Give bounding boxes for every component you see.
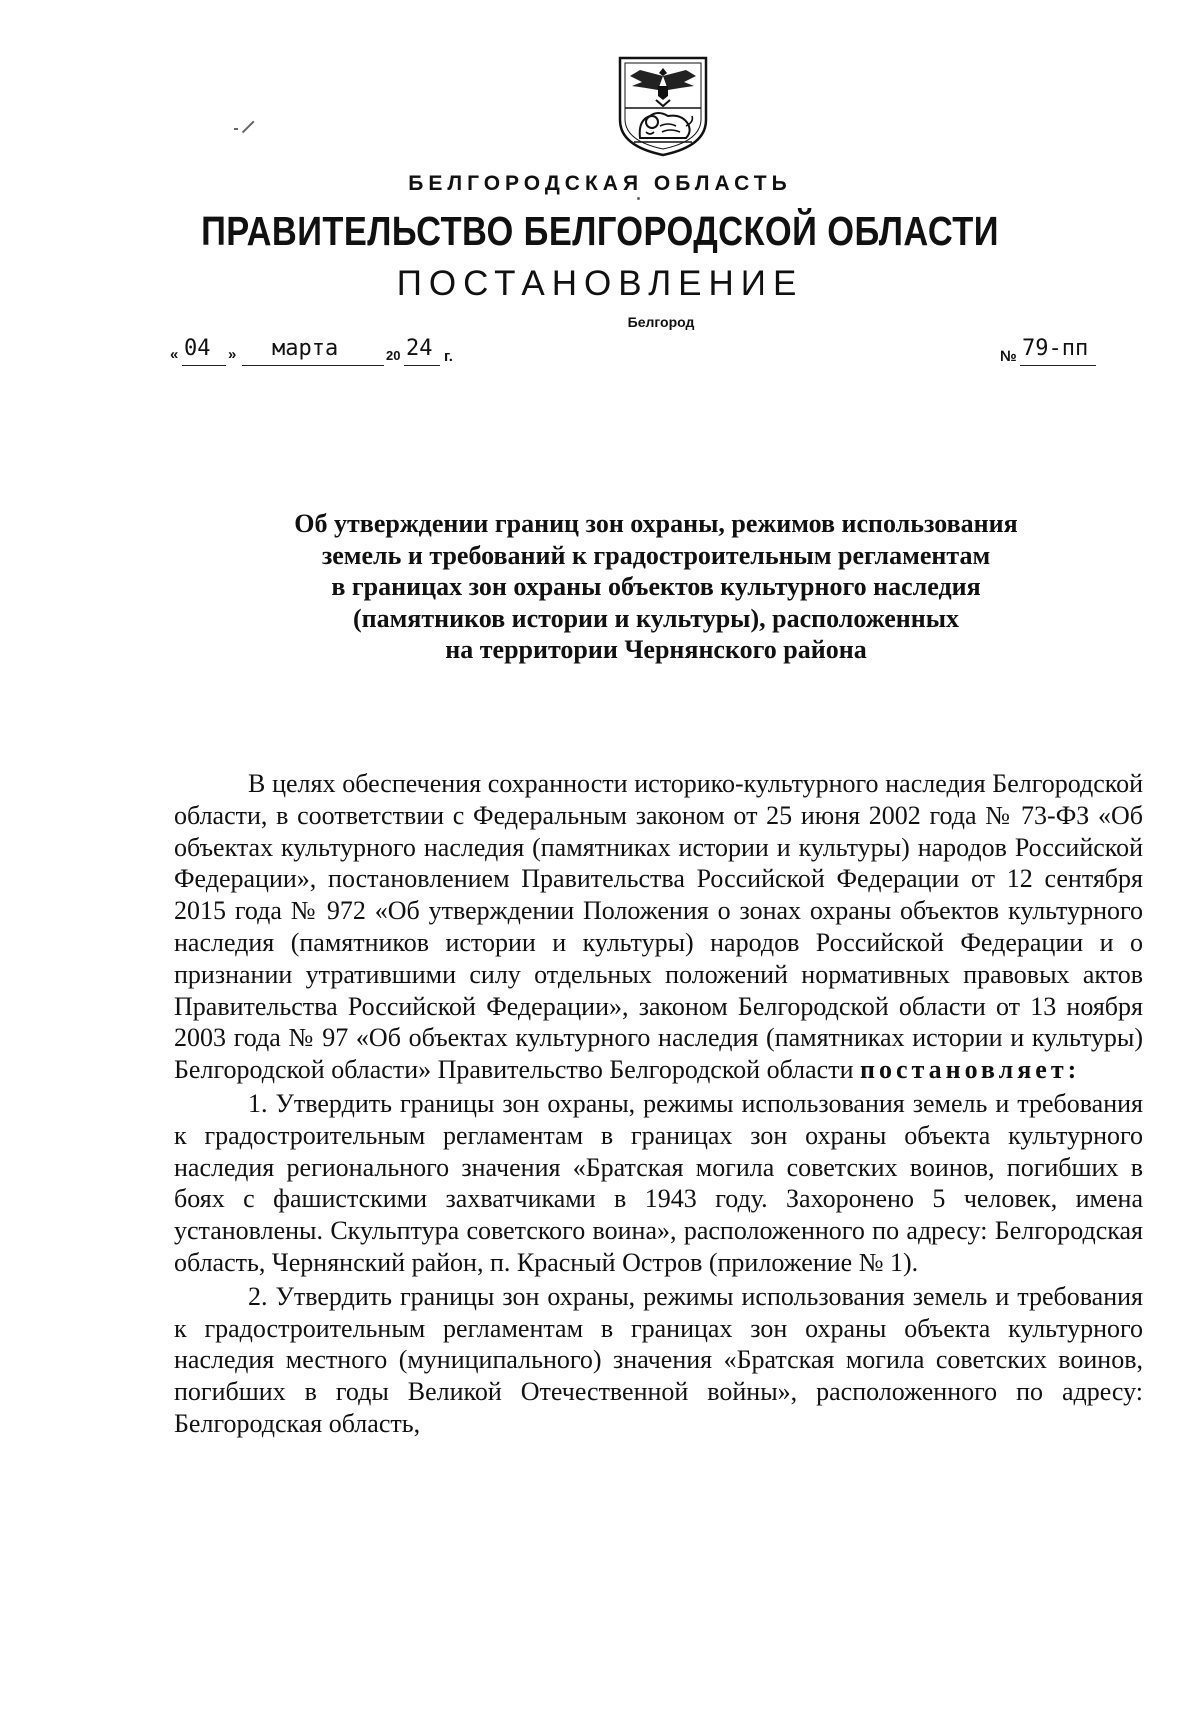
date-year-underline	[404, 365, 440, 366]
document-body	[174, 768, 1143, 1440]
date-number-line	[170, 338, 1120, 372]
date-year-mark: г.	[444, 348, 453, 365]
date-day-underline	[182, 365, 226, 366]
title-line: в границах зон охраны объектов культурного наследия	[331, 572, 981, 601]
item-1-paragraph: 1. Утвердить границы зон охраны, режимы использования земель и требования к градостроительным регламентам в границах зон охраны объекта культурного наследия регионального значения «Братская могила советских воинов, погибших в боях с фашистскими захватчиками в 1943 году. Захоронено 5 человек, имена установлены. Скульптура советского воина», расположенного по адресу: Белгородская область, Чернянский район, п. Красный Остров (приложение № 1).	[174, 1088, 1143, 1277]
government-heading: ПРАВИТЕЛЬСТВО БЕЛГОРОДСКОЙ ОБЛАСТИ	[201, 208, 999, 254]
title-line: земель и требований к градостроительным регламентам	[321, 540, 991, 570]
date-close-quote: »	[228, 346, 237, 363]
region-heading: БЕЛГОРОДСКАЯ ОБЛАСТЬ	[408, 172, 792, 195]
number-mark: №	[1000, 348, 1017, 365]
scan-mark	[242, 121, 254, 133]
preamble-text: В целях обеспечения сохранности историко-культурного наследия Белгородской области, в соответствии с Федеральным законом от 25 июня 2002 года № 73-ФЗ «Об объектах культурного наследия (памятниках истории и культуры) народов Российской Федерации», постановлением Правительства Российской Федерации от 12 сентября 2015 года № 972 «Об утверждении Положения о зонах охраны объектов культурного наследия (памятников истории и культуры) народов Российской Федерации и о признании утратившими силу отдельных положений нормативных правовых актов Правительства Российской Федерации», законом Белгородской области от 13 ноября 2003 года № 97 «Об объектах культурного наследия (памятниках истории и культуры) Белгородской области» Правительство Белгородской области	[174, 769, 1143, 1085]
document-number: 79-пп	[1022, 336, 1089, 361]
title-line: (памятников истории и культуры), расположенных	[352, 603, 960, 633]
document-number-underline	[1020, 365, 1096, 366]
item-2-paragraph: 2. Утвердить границы зон охраны, режимы использования земель и требования к градостроительным регламентам в границах зон охраны объекта культурного наследия местного (муниципального) значения «Братская могила советских воинов, погибших в годы Великой Отечественной войны», расположенного по адресу: Белгородская область,	[174, 1281, 1143, 1438]
preamble-paragraph	[174, 768, 1143, 1086]
date-year-suffix: 24	[406, 336, 433, 361]
date-open-quote: «	[170, 346, 179, 363]
document-type-heading: ПОСТАНОВЛЕНИЕ	[396, 264, 804, 303]
date-day: 04	[184, 336, 211, 361]
coat-of-arms-emblem	[616, 54, 710, 158]
city-label: Белгород	[627, 314, 695, 330]
title-line: на территории Чернянского района	[445, 635, 867, 664]
date-year-prefix: 20	[386, 348, 401, 363]
date-month-underline	[242, 365, 384, 366]
scan-mark	[234, 128, 238, 130]
decree-word: постановляет:	[859, 1055, 1081, 1085]
document-title	[170, 508, 1142, 666]
title-line: Об утверждении границ зон охраны, режимов использования	[294, 509, 1018, 538]
scan-mark	[637, 197, 640, 200]
date-month: марта	[272, 336, 339, 361]
